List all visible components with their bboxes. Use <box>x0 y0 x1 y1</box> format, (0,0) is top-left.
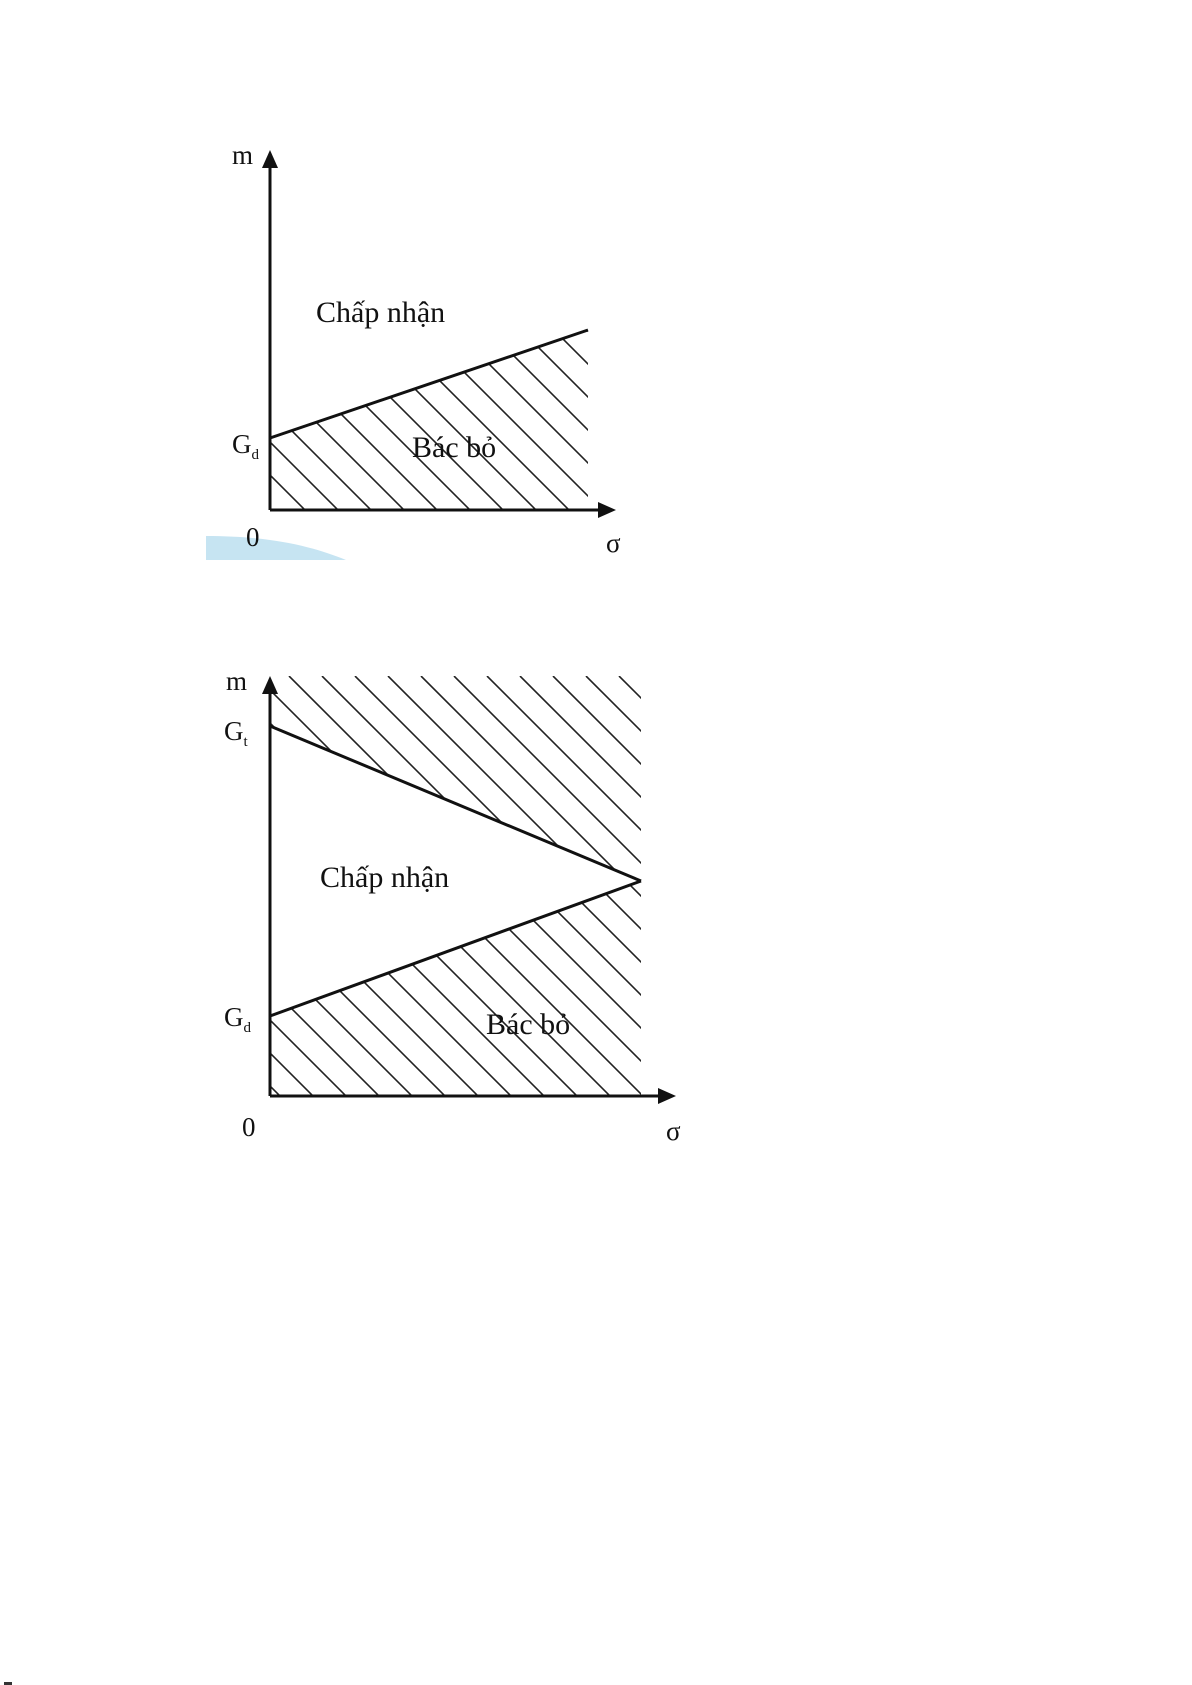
hatch-line <box>223 676 816 1276</box>
hatch-line <box>751 676 816 1276</box>
lower-bound-label-sub: d <box>251 447 259 463</box>
hatch-line <box>196 676 526 1276</box>
accept-region-label: Chấp nhận <box>316 296 446 329</box>
x-axis-label: σ <box>666 1116 681 1146</box>
hatch-line <box>487 676 816 1276</box>
y-axis-arrow <box>262 676 278 694</box>
hatch-line <box>196 676 295 1276</box>
hatch-line <box>718 676 816 1276</box>
hatch-line <box>196 676 361 1276</box>
hatch-line <box>223 676 816 1276</box>
hatch-line <box>196 676 460 1276</box>
lower-bound-label-base: G <box>224 1002 244 1032</box>
y-axis-arrow <box>262 150 278 168</box>
hatch-line <box>196 676 229 1276</box>
hatch-line <box>196 676 757 1276</box>
y-axis-label: m <box>232 140 254 170</box>
accept-region-label: Chấp nhận <box>320 861 450 894</box>
hatch-line <box>196 676 757 1276</box>
hatch-line <box>196 676 460 1276</box>
lower-bound-label <box>232 429 260 463</box>
hatch-line <box>619 676 816 1276</box>
hatch-line <box>553 676 816 1276</box>
hatch-line <box>196 676 493 1276</box>
hatch-line <box>699 112 716 632</box>
hatch-line <box>619 676 816 1276</box>
hatch-line <box>196 676 625 1276</box>
hatch-line <box>196 676 427 1276</box>
hatch-line <box>534 112 716 632</box>
hatch-line <box>751 676 816 1276</box>
hatch-line <box>196 676 526 1276</box>
lower-reject-region-hatch <box>196 676 816 1276</box>
lower-bound-label <box>224 1002 252 1036</box>
hatch-line <box>196 676 361 1276</box>
hatch-line <box>196 676 328 1276</box>
hatch-line <box>567 112 716 632</box>
reject-region-label: Bác bỏ <box>486 1008 571 1041</box>
hatch-line <box>196 676 592 1276</box>
hatch-line <box>685 676 816 1276</box>
hatch-line <box>520 676 816 1276</box>
hatch-line <box>196 676 790 1276</box>
hatch-line <box>520 676 816 1276</box>
upper-bound-label-base: G <box>224 716 244 746</box>
hatch-line <box>421 676 816 1276</box>
origin-label: 0 <box>246 522 260 552</box>
hatch-line <box>487 676 816 1276</box>
hatch-line <box>196 676 262 1276</box>
hatch-line <box>685 676 816 1276</box>
smudge-mark <box>206 536 346 560</box>
lower-bound-label-base: G <box>232 429 252 459</box>
reject-region-label: Bác bỏ <box>412 431 497 464</box>
lower-boundary-line <box>270 881 641 1016</box>
lower-bound-label-sub: d <box>243 1020 251 1036</box>
diagram-two-bounds <box>196 676 816 1276</box>
hatch-line <box>666 112 716 632</box>
x-axis-arrow <box>598 502 616 518</box>
hatch-line <box>586 676 816 1276</box>
hatch-line <box>652 676 816 1276</box>
hatch-line <box>196 676 625 1276</box>
hatch-line <box>388 676 816 1276</box>
hatch-line <box>196 676 328 1276</box>
hatch-line <box>586 676 816 1276</box>
hatch-line <box>270 112 716 632</box>
hatch-line <box>388 676 816 1276</box>
hatch-line <box>454 676 816 1276</box>
hatch-line <box>196 676 790 1276</box>
upper-reject-region-hatch <box>196 676 816 1276</box>
x-axis-label: σ <box>606 528 621 558</box>
hatch-line <box>784 676 816 1276</box>
hatch-line <box>553 676 816 1276</box>
hatch-line <box>718 676 816 1276</box>
hatch-line <box>196 676 229 1276</box>
hatch-line <box>402 112 716 632</box>
hatch-line <box>369 112 716 632</box>
hatch-line <box>196 676 592 1276</box>
upper-bound-label-sub: t <box>243 734 248 750</box>
hatch-line <box>468 112 716 632</box>
hatch-line <box>652 676 816 1276</box>
hatch-line <box>784 676 816 1276</box>
hatch-line <box>421 676 816 1276</box>
upper-bound-label <box>224 716 249 750</box>
upper-boundary-line <box>270 726 641 881</box>
hatch-line <box>322 676 816 1276</box>
hatch-line <box>454 676 816 1276</box>
hatch-line <box>196 676 295 1276</box>
hatch-line <box>256 676 816 1276</box>
hatch-line <box>196 676 724 1276</box>
hatch-line <box>196 676 262 1276</box>
hatch-line <box>196 676 724 1276</box>
hatch-line <box>435 112 716 632</box>
diagram-lower-bound-only <box>196 112 716 632</box>
hatch-line <box>633 112 716 632</box>
hatch-line <box>196 676 493 1276</box>
hatch-line <box>322 676 816 1276</box>
y-axis-label: m <box>226 676 248 696</box>
hatch-line <box>303 112 716 632</box>
hatch-line <box>196 676 427 1276</box>
lower-boundary-line <box>270 330 588 438</box>
hatch-line <box>256 676 816 1276</box>
hatch-line <box>336 112 716 632</box>
x-axis-arrow <box>658 1088 676 1104</box>
origin-label: 0 <box>242 1112 256 1142</box>
